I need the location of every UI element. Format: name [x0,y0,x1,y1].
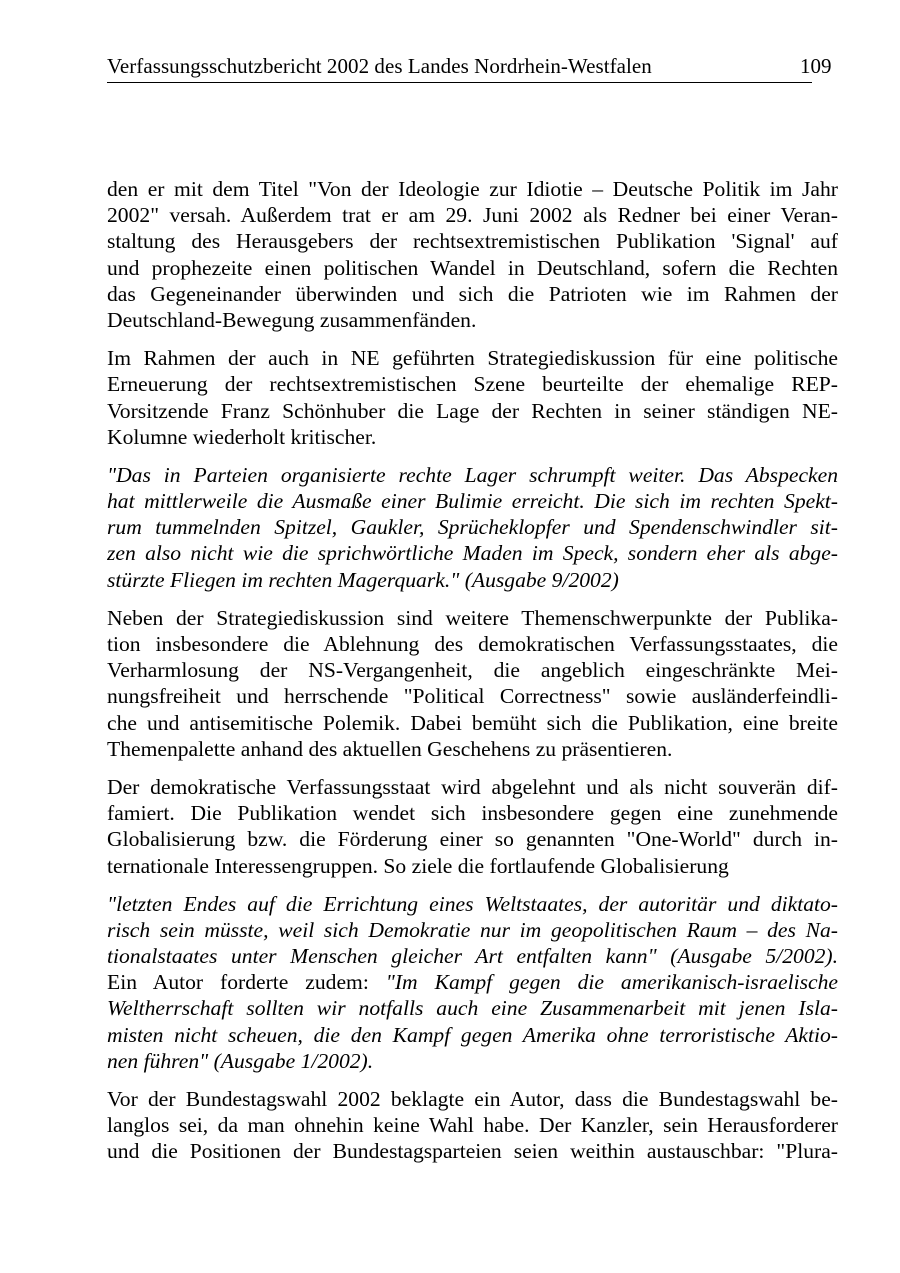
text-line: nungsfreiheit und herrschende "Political Correctness" sowie ausländerfeindli- [107,684,838,709]
quote-line: risch sein müsste, weil sich Demokratie nur im geopolitischen Raum – des Na- [107,917,838,942]
text-line: langlos sei, da man ohnehin keine Wahl habe. Der Kanzler, sein Herausforderer [107,1113,838,1138]
text-line: Im Rahmen der auch in NE geführten Strategiediskussion für eine politische [107,346,838,371]
text-line: Verharmlosung der NS-Vergangenheit, die angeblich eingeschränkte Mei- [107,658,838,683]
page-number: 109 [800,54,832,78]
text-line: Themenpalette anhand des aktuellen Geschehens zu präsentieren. [107,736,673,761]
quote-line: stürzte Fliegen im rechten Magerquark." (Ausgabe 9/2002) [107,567,619,592]
paragraph [107,605,838,762]
text-line: Der demokratische Verfassungsstaat wird abgelehnt und als nicht souverän dif- [107,774,838,799]
quote-line: "letzten Endes auf die Errichtung eines Weltstaates, der autoritär und diktato- [107,891,838,916]
text-line: Neben der Strategiediskussion sind weitere Themenschwerpunkte der Publika- [107,605,838,630]
text-line: Erneuerung der rechtsextremistischen Szene beurteilte der ehemalige REP- [107,372,838,397]
text-line: Vorsitzende Franz Schönhuber die Lage der Rechten in seiner ständigen NE- [107,398,838,423]
paragraph [107,176,838,333]
running-header-title: Verfassungsschutzbericht 2002 des Landes Nordrhein-Westfalen [107,54,652,78]
text-line: Globalisierung bzw. die Förderung einer so genannten "One-World" durch in- [107,827,838,852]
text-line: famiert. Die Publikation wendet sich insbesondere gegen eine zunehmende [107,801,838,826]
text-line: 2002" versah. Außerdem trat er am 29. Juni 2002 als Redner bei einer Veran- [107,203,838,228]
text-line: Deutschland-Bewegung zusammenfänden. [107,307,477,332]
quote-line: "Das in Parteien organisierte rechte Lager schrumpft weiter. Das Abspecken [107,462,838,487]
text-line: das Gegeneinander überwinden und sich die Patrioten wie im Rahmen der [107,281,838,306]
text-line: und prophezeite einen politischen Wandel in Deutschland, sofern die Rechten [107,255,838,280]
quote-line: hat mittlerweile die Ausmaße einer Bulimie erreicht. Die sich im rechten Spekt- [107,489,838,514]
quote-line: misten nicht scheuen, die den Kampf gegen Amerika ohne terroristische Aktio- [107,1022,838,1047]
quote-paragraph [107,462,838,593]
quote-segment: "Im Kampf gegen die amerikanisch-israelische [385,970,838,995]
paragraph [107,1086,838,1165]
text-line: tion insbesondere die Ablehnung des demokratischen Verfassungsstaates, die [107,632,838,656]
quote-line: tionalstaates unter Menschen gleicher Art entfalten kann" (Ausgabe 5/2002). [107,944,838,969]
text-line: che und antisemitische Polemik. Dabei bemüht sich die Publikation, eine breite [107,710,838,735]
paragraph [107,774,838,879]
text-line: und die Positionen der Bundestagsparteien seien weithin austauschbar: "Plura- [107,1139,838,1164]
text-line: Vor der Bundestagswahl 2002 beklagte ein Autor, dass die Bundestagswahl be- [107,1087,838,1111]
text-segment: Ein Autor forderte zudem: [107,970,369,995]
quote-line: zen also nicht wie die sprichwörtliche Maden im Speck, sondern eher als abge- [107,541,838,566]
page-header [107,52,832,83]
quote-line: Weltherrschaft sollten wir notfalls auch eine Zusammenarbeit mit jenen Isla- [107,996,838,1021]
text-line: den er mit dem Titel "Von der Ideologie zur Idiotie – Deutsche Politik im Jahr [107,177,838,201]
quote-line: nen führen" (Ausgabe 1/2002). [107,1048,374,1073]
text-line: ternationale Interessengruppen. So ziele die fortlaufende Globalisierung [107,853,729,878]
text-line: Kolumne wiederholt kritischer. [107,424,377,449]
paragraph [107,345,838,450]
quote-paragraph [107,891,838,1074]
text-line: staltung des Herausgebers der rechtsextremistischen Publikation 'Signal' auf [107,229,838,254]
body-text [107,176,838,1177]
quote-line: rum tummelnden Spitzel, Gaukler, Sprücheklopfer und Spendenschwindler sit- [107,515,838,540]
mixed-line [107,969,838,995]
